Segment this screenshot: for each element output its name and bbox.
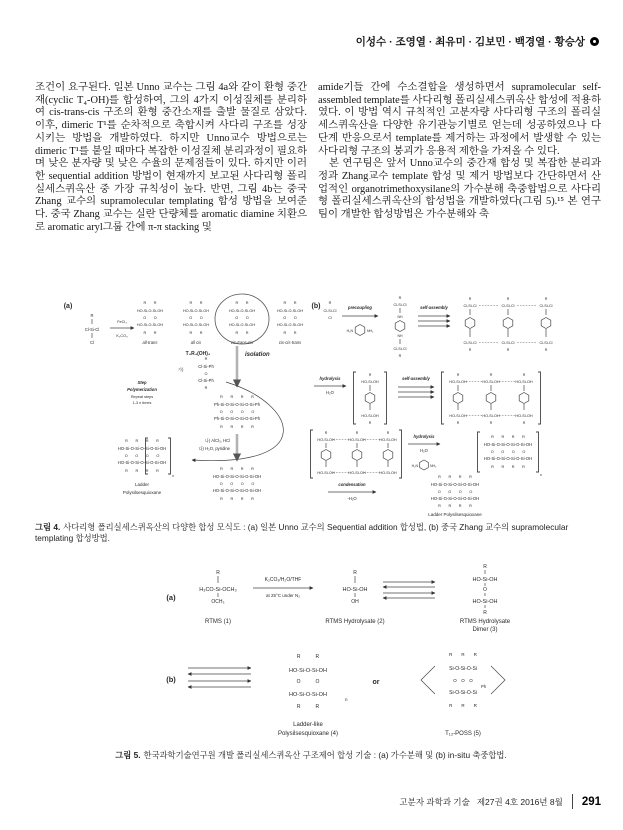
benzene-ring — [453, 393, 463, 404]
released-diamine-ring — [420, 460, 429, 470]
svg-text:R R: R R — [283, 301, 297, 305]
benzene-ring — [465, 318, 475, 329]
hydrolysis-arrow-2 — [408, 434, 440, 470]
condition-2: 다) H₂O, pyridine — [198, 446, 230, 451]
svg-text:Cl-Si-Cl: Cl-Si-Cl — [463, 304, 477, 308]
ladder-label-line1: Ladder — [134, 482, 150, 487]
hydrolysate-structure — [325, 570, 384, 625]
svg-text:R R R: R R R — [449, 652, 477, 657]
isomer-label: cis-trans-cis — [230, 340, 254, 345]
hydrolysis-arrow-1 — [314, 376, 346, 395]
svg-text:R R R R: R R R R — [491, 435, 525, 439]
svg-text:O O O: O O O — [453, 678, 473, 683]
svg-text:R: R — [324, 431, 328, 435]
array-unit — [379, 431, 397, 475]
svg-text:HO-Si-OH: HO-Si-OH — [515, 380, 533, 384]
fig4-panel-a — [64, 294, 304, 501]
svg-text:NH₂: NH₂ — [367, 329, 374, 333]
svg-text:O O: O O — [143, 316, 157, 320]
figure5-caption-text: 한국과학기술연구원 개발 폴리실세스퀴옥산 구조제어 합성 기술 : (a) 가수분해 및 (b) in-situ 축중합법. — [143, 750, 507, 760]
svg-text:R R R: R R R — [449, 703, 477, 708]
svg-text:Cl-Si-Cl: Cl-Si-Cl — [393, 303, 407, 307]
array-unit — [482, 373, 500, 425]
panel-a-label: (a) — [166, 593, 176, 602]
corresponding-author-icon — [590, 37, 599, 46]
templated-array-3 — [311, 430, 402, 478]
svg-text:condensation: condensation — [338, 482, 366, 487]
ph-terminated-ladder — [214, 395, 261, 429]
svg-text:R: R — [204, 386, 208, 390]
svg-text:R: R — [355, 431, 359, 435]
svg-text:HO-Si-OH: HO-Si-OH — [472, 599, 498, 605]
svg-text:HO-Si-OH: HO-Si-OH — [348, 438, 366, 442]
svg-text:R: R — [398, 296, 402, 300]
svg-text:HO-Si-O-Si-OH: HO-Si-O-Si-OH — [182, 323, 210, 327]
svg-text:O O: O O — [189, 316, 203, 320]
benzene-ring — [519, 393, 529, 404]
svg-text:R R: R R — [189, 331, 203, 335]
svg-text:NH: NH — [397, 315, 403, 319]
ho-terminated-ladder — [213, 467, 261, 501]
svg-text:Si-O-Si-O-Si: Si-O-Si-O-Si — [449, 690, 477, 696]
svg-text:HO-Si-O-Si-O-Si-O-Si-OH: HO-Si-O-Si-O-Si-O-Si-OH — [430, 482, 480, 487]
journal-issue: 제27권 4호 2016년 8월 — [476, 796, 563, 807]
isolation-arrow — [237, 346, 270, 386]
svg-text:R R: R R — [235, 301, 249, 305]
self-assembled-array-2 — [442, 372, 541, 425]
svg-text:K₂CO₃: K₂CO₃ — [116, 334, 128, 338]
svg-text:HO-Si-O-Si-O-Si-O-Si-OH: HO-Si-O-Si-O-Si-O-Si-OH — [483, 456, 533, 461]
svg-text:O O: O O — [235, 316, 249, 320]
right-column-paragraph-2: 본 연구팀은 앞서 Unno교수의 중간재 합성 및 복잡한 분리과정과 Zhang교수 template 합성 및 제거 방법보다 간단하면서 산업적인 organotrimethoxysilane의 가수분해 축중합법으로 사다리형 폴리실세스퀴옥산의 합성법을 개발하였다(그림 5).¹⁵ 본 연구팀이 개발한 합성방법은 가수분해와 축 — [318, 158, 601, 221]
svg-text:HO-Si-O-Si-OH: HO-Si-O-Si-OH — [276, 309, 304, 313]
svg-text:HO-Si-O-Si-OH: HO-Si-O-Si-OH — [289, 668, 327, 674]
svg-text:hydrolysis: hydrolysis — [413, 434, 435, 439]
svg-text:R: R — [522, 373, 526, 377]
svg-text:Cl-Si-Cl: Cl-Si-Cl — [393, 347, 407, 351]
svg-text:R R R R: R R R R — [438, 475, 472, 479]
figure4-caption-text: 사다리형 폴리실세스퀴옥산의 다양한 합성 모식도 : (a) 일본 Unno 교수의 Sequential addition 합성법, (b) 중국 Zhang 교수의 supramolecular templating 합성방법. — [35, 522, 569, 543]
svg-text:R: R — [368, 421, 372, 425]
ladder-label-b: Ladder Polysilsesquioxane — [428, 512, 482, 517]
journal-title: 고분자 과학과 기술 — [399, 796, 470, 807]
condensation-arrow — [328, 482, 376, 501]
svg-text:HO-Si-OH: HO-Si-OH — [361, 380, 379, 384]
fig4-panel-b — [311, 296, 553, 517]
svg-text:R: R — [489, 421, 493, 425]
t12-poss-cage — [421, 666, 435, 694]
svg-text:H₂N: H₂N — [411, 464, 418, 468]
svg-text:HO-Si-OH: HO-Si-OH — [348, 471, 366, 475]
svg-text:HO-Si-OH: HO-Si-OH — [472, 577, 498, 583]
svg-text:Repeat steps: Repeat steps — [130, 395, 154, 399]
figure4-caption-label: 그림 4. — [35, 522, 61, 532]
svg-text:HO-Si-OH: HO-Si-OH — [449, 380, 467, 384]
svg-text:OH: OH — [351, 599, 359, 605]
svg-text:Ph-Si-O-Si-O-Si-O-Si-Ph: Ph-Si-O-Si-O-Si-O-Si-Ph — [213, 402, 261, 407]
panel-b-label: (b) — [311, 303, 321, 310]
svg-text:R R: R R — [296, 654, 320, 660]
svg-text:R R: R R — [189, 301, 203, 305]
rtms-structure — [199, 570, 236, 625]
svg-text:hydrolysis: hydrolysis — [319, 376, 341, 381]
svg-text:R: R — [456, 421, 460, 425]
svg-text:Si-O-Si-O-Si: Si-O-Si-O-Si — [449, 666, 477, 672]
bracketed-diol-unit — [354, 372, 387, 425]
repeat-subscript: n — [345, 697, 348, 702]
author-names: 이성수 · 조영열 · 최유미 · 김보민 · 백경열 · 황승상 — [355, 36, 585, 48]
bracketed-ladder-polymer — [118, 438, 174, 478]
isomer-label: cis-cis-trans — [278, 340, 302, 345]
svg-text:R: R — [368, 373, 372, 377]
benzene-ring — [503, 318, 513, 329]
svg-text:R: R — [468, 348, 472, 352]
equilibrium-arrows-b — [188, 668, 251, 687]
t4-label: T₄R₄(OH)₄ — [185, 351, 211, 357]
coupled-monomer — [393, 296, 406, 358]
equilibrium-arrows-a — [383, 582, 435, 598]
precoupling-label: precoupling — [348, 305, 372, 310]
svg-text:HO-Si-OH: HO-Si-OH — [342, 587, 368, 593]
cyclic-isomer-cis-cis-trans — [277, 301, 303, 345]
svg-text:HO-Si-OH: HO-Si-OH — [361, 414, 379, 418]
array-unit — [348, 431, 366, 475]
svg-text:R R R R: R R R R — [220, 425, 254, 429]
dimer-tag: 가) — [178, 367, 184, 372]
svg-text:O O O O: O O O O — [219, 410, 255, 414]
svg-text:n: n — [540, 473, 542, 477]
svg-text:R R R R: R R R R — [220, 467, 254, 471]
panel-b-label: (b) — [166, 675, 176, 684]
svg-text:1-3 n times: 1-3 n times — [132, 401, 152, 405]
svg-text:R: R — [204, 357, 208, 361]
right-column — [318, 82, 601, 222]
svg-text:Cl: Cl — [328, 316, 332, 320]
svg-text:O O O O: O O O O — [490, 450, 526, 454]
condition-arrow — [198, 434, 237, 460]
svg-text:-H₂O: -H₂O — [347, 496, 357, 501]
self-assembled-array-1 — [463, 297, 552, 352]
svg-text:R R: R R — [296, 704, 320, 710]
ladder-name-line1: Ladder-like — [293, 722, 323, 728]
svg-text:O O O O: O O O O — [219, 482, 255, 486]
svg-text:Cl-Si-Cl: Cl-Si-Cl — [463, 341, 477, 345]
bracketed-ladder-intermediate — [478, 432, 543, 477]
left-column-paragraph: 조건이 요구된다. 일본 Unno 교수는 그림 4a와 같이 환형 중간재(cyclic T₄-OH)를 합성하여, 그의 4가지 이성질체를 분리하여 cis-trans-cis 구조의 환형 중간소재를 출발 물질로 삼았다. 이후, dimeric T¹를 순차적으로 축합시켜 사다리 구조를 성장시키는 방법을 개발하였다. 하지만 Unno교수 방법으로는 dimeric T¹를 붙일 때마다 복잡한 이성질체 분리과정이 필요하며 낮은 분자량 및 낮은 수율의 문제점들이 있다. 하지만 이러한 sequential addition 방법이 현재까지 보고된 사다리형 폴리실세스퀴옥산 중 가장 규칙성이 높다. 반면, 그림 4b는 중국 Zhang 교수의 supramolecular templating 합성 방법을 보여준다. 중국 Zhang 교수는 실란 단량체를 aromatic diamine 치환으로 aromatic aryl그룹 간에 π-π stacking 및 — [35, 82, 307, 233]
figure5-caption-label: 그림 5. — [115, 750, 141, 760]
fig5-panel-b — [166, 652, 505, 737]
t12-poss-structure — [421, 652, 505, 737]
benzene-ring — [365, 393, 375, 404]
svg-text:at 25°C under N₂: at 25°C under N₂ — [265, 593, 301, 598]
svg-text:H₂N: H₂N — [346, 329, 353, 333]
isomer-label: all cis — [190, 340, 202, 345]
svg-text:R: R — [506, 348, 510, 352]
hydrolysis-reaction-arrow — [253, 577, 313, 598]
svg-text:Step: Step — [137, 380, 147, 385]
svg-text:Cl-Si-Ph: Cl-Si-Ph — [198, 364, 214, 369]
svg-text:R R: R R — [143, 331, 157, 335]
array-unit — [539, 297, 552, 352]
svg-text:Cl-Si-Cl: Cl-Si-Cl — [84, 327, 100, 332]
svg-text:NH: NH — [397, 334, 403, 338]
array-unit — [515, 373, 533, 425]
dimer-name-line1: RTMS Hydrolysate — [459, 619, 511, 625]
svg-text:O O: O O — [296, 679, 320, 685]
figure5-scheme — [133, 560, 563, 748]
svg-text:R: R — [386, 431, 390, 435]
svg-text:R: R — [398, 354, 402, 358]
svg-text:HO-Si-O-Si-O-Si-O-Si-OH: HO-Si-O-Si-O-Si-O-Si-OH — [483, 442, 533, 447]
svg-text:Cl-Si-Ph: Cl-Si-Ph — [198, 378, 214, 383]
svg-text:HO-Si-OH: HO-Si-OH — [482, 414, 500, 418]
svg-text:self-assembly: self-assembly — [420, 305, 448, 310]
svg-text:HO-Si-OH: HO-Si-OH — [449, 414, 467, 418]
right-bracket — [168, 438, 171, 474]
svg-text:R: R — [353, 570, 357, 576]
cyclic-isomer-all-trans — [137, 301, 163, 345]
svg-text:R: R — [90, 313, 94, 318]
svg-text:HO-Si-OH: HO-Si-OH — [379, 438, 397, 442]
figure4 — [30, 292, 595, 520]
svg-text:R R R R: R R R R — [220, 497, 254, 501]
svg-text:R: R — [328, 301, 332, 305]
svg-text:R: R — [489, 373, 493, 377]
svg-text:HO-Si-O-Si-O-Si-O-Si-OH: HO-Si-O-Si-O-Si-O-Si-OH — [430, 496, 480, 501]
svg-text:Cl-Si-Cl: Cl-Si-Cl — [539, 341, 553, 345]
svg-text:R: R — [483, 610, 487, 616]
svg-text:R: R — [544, 297, 548, 301]
benzene-ring — [541, 318, 551, 329]
svg-text:R R R R: R R R R — [491, 465, 525, 469]
array-unit — [317, 431, 335, 475]
precoupling-arrow — [342, 305, 378, 336]
svg-text:HO-Si-O-Si-OH: HO-Si-O-Si-OH — [228, 309, 256, 313]
svg-text:R R: R R — [143, 301, 157, 305]
svg-text:R: R — [522, 421, 526, 425]
benzene-ring — [395, 321, 405, 332]
svg-text:Cl-Si-Cl: Cl-Si-Cl — [501, 304, 515, 308]
svg-text:HO-Si-O-Si-OH: HO-Si-O-Si-OH — [136, 323, 164, 327]
dimer-name-line2: Dimer (3) — [472, 627, 498, 633]
svg-text:HO-Si-OH: HO-Si-OH — [317, 471, 335, 475]
figure4-caption — [35, 522, 600, 544]
isomer-label: all-trans — [142, 340, 158, 345]
condition-1: 나) AlCl₃, HCl — [204, 438, 230, 443]
svg-text:H₂O: H₂O — [420, 448, 428, 453]
rtms-name: RTMS (1) — [205, 619, 231, 625]
svg-text:HO-Si-O-Si-O-Si-O-Si-OH: HO-Si-O-Si-O-Si-O-Si-OH — [212, 488, 262, 493]
page-number: 291 — [581, 795, 601, 808]
svg-text:HO-Si-OH: HO-Si-OH — [379, 471, 397, 475]
svg-text:HO-Si-OH: HO-Si-OH — [482, 380, 500, 384]
svg-text:R: R — [483, 564, 487, 570]
silane-monomer-b — [323, 301, 336, 320]
svg-text:R: R — [544, 348, 548, 352]
self-assembly-arrow-2 — [398, 376, 434, 397]
page-footer — [399, 794, 601, 809]
svg-text:O: O — [483, 587, 487, 593]
isolation-label: isolation — [245, 352, 270, 358]
benzene-ring — [383, 450, 393, 461]
svg-text:HO-Si-O-Si-O-Si-O-Si-OH: HO-Si-O-Si-O-Si-O-Si-OH — [117, 446, 167, 451]
svg-text:Cl-Si-Cl: Cl-Si-Cl — [501, 341, 515, 345]
svg-text:R: R — [468, 297, 472, 301]
svg-text:R R R R: R R R R — [220, 395, 254, 399]
svg-text:HO-Si-O-Si-OH: HO-Si-O-Si-OH — [276, 323, 304, 327]
left-column — [35, 82, 307, 234]
hydrolysate-name: RTMS Hydrolysate (2) — [325, 619, 385, 625]
svg-text:HO-Si-OH: HO-Si-OH — [317, 438, 335, 442]
svg-text:OCH₃: OCH₃ — [211, 599, 225, 605]
svg-text:R R R R: R R R R — [125, 439, 159, 443]
svg-text:HO-Si-O-Si-OH: HO-Si-O-Si-OH — [289, 692, 327, 698]
svg-text:self-assembly: self-assembly — [402, 376, 430, 381]
dimer-structure — [460, 564, 511, 633]
svg-text:HO-Si-OH: HO-Si-OH — [515, 414, 533, 418]
svg-text:Cl-Si-Cl: Cl-Si-Cl — [539, 304, 553, 308]
svg-text:R R: R R — [283, 331, 297, 335]
svg-text:R R R R: R R R R — [438, 504, 472, 508]
array-unit — [501, 297, 514, 352]
benzene-ring — [321, 450, 331, 461]
benzene-ring — [355, 325, 365, 336]
dimeric-t1-structure — [178, 357, 214, 390]
final-ladder-b — [428, 475, 482, 517]
cyclic-isomer-cis-trans-cis — [229, 301, 255, 345]
reaction-arrow-fecl3 — [110, 320, 134, 338]
ladder-label-line2: Polysilsesquioxane — [122, 490, 162, 495]
svg-text:K₂CO₃/H₂O/THF: K₂CO₃/H₂O/THF — [264, 577, 302, 583]
svg-text:O O O O: O O O O — [124, 454, 160, 458]
svg-text:Ph-Si-O-Si-O-Si-O-Si-Ph: Ph-Si-O-Si-O-Si-O-Si-Ph — [213, 416, 261, 421]
svg-text:H₃CO-Si-OCH₃: H₃CO-Si-OCH₃ — [199, 587, 237, 593]
svg-text:R R R R: R R R R — [125, 469, 159, 473]
cyclic-isomer-all-cis — [183, 301, 209, 345]
figure4-scheme — [30, 292, 595, 520]
svg-text:HO-Si-O-Si-O-Si-O-Si-OH: HO-Si-O-Si-O-Si-O-Si-OH — [117, 460, 167, 465]
panel-a-label: (a) — [63, 303, 73, 310]
svg-text:HO-Si-O-Si-OH: HO-Si-O-Si-OH — [136, 309, 164, 313]
step-polymerization-note — [127, 380, 157, 405]
right-column-paragraph-1: amide기들 간에 수소결합을 생성하면서 supramolecular self-assembled template를 사다리형 폴리실세스퀴옥산 합성에 적용하였다. 이 방법 역시 규칙적인 고분자량 사다리형 구조의 폴리실세스퀴옥산을 다양한 유기관능기별로 얻는데 성공하였으나 다단계 반응으로서 template를 제거하는 과정에서 발생할 수 있는 사다리형 구조의 붕괴가 응용적 제한을 가져올 수 있다. — [318, 82, 601, 157]
svg-text:H₂O: H₂O — [326, 390, 334, 395]
svg-text:R: R — [506, 297, 510, 301]
figure5 — [133, 560, 563, 748]
svg-text:HO-Si-O-Si-O-Si-O-Si-OH: HO-Si-O-Si-O-Si-O-Si-OH — [212, 474, 262, 479]
self-assembly-arrow-1 — [418, 305, 450, 326]
array-unit — [449, 373, 467, 425]
svg-text:FeCl₃: FeCl₃ — [117, 320, 127, 324]
ladder-like-structure — [278, 654, 348, 737]
fig5-panel-a — [166, 564, 510, 633]
svg-text:R R: R R — [235, 331, 249, 335]
svg-text:R: R — [456, 373, 460, 377]
footer-divider — [572, 794, 573, 809]
silane-monomer-structure — [85, 313, 99, 345]
or-label: or — [372, 679, 380, 686]
ladder-name-line2: Polysilsesquioxane (4) — [277, 731, 339, 737]
author-line — [356, 34, 599, 49]
benzene-ring — [352, 450, 362, 461]
svg-text:HO-Si-O-Si-OH: HO-Si-O-Si-OH — [228, 323, 256, 327]
benzene-ring — [486, 393, 496, 404]
t12-poss-cage — [491, 666, 505, 694]
svg-text:Cl: Cl — [90, 340, 94, 345]
svg-text:R: R — [216, 570, 220, 576]
repeat-subscript: n — [172, 474, 174, 478]
svg-text:NH₂: NH₂ — [430, 464, 437, 468]
svg-text:HO-Si-O-Si-OH: HO-Si-O-Si-OH — [182, 309, 210, 313]
svg-text:Polymerization: Polymerization — [127, 387, 157, 392]
poss-name: T₁₂-POSS (5) — [445, 731, 481, 737]
svg-text:O O O O: O O O O — [437, 490, 473, 494]
ph-substituent: Ph — [481, 684, 487, 689]
array-unit — [463, 297, 476, 352]
svg-text:O: O — [204, 372, 208, 376]
figure5-caption — [81, 750, 541, 761]
svg-text:O O: O O — [283, 316, 297, 320]
svg-text:Cl-Si-Cl: Cl-Si-Cl — [323, 309, 337, 313]
